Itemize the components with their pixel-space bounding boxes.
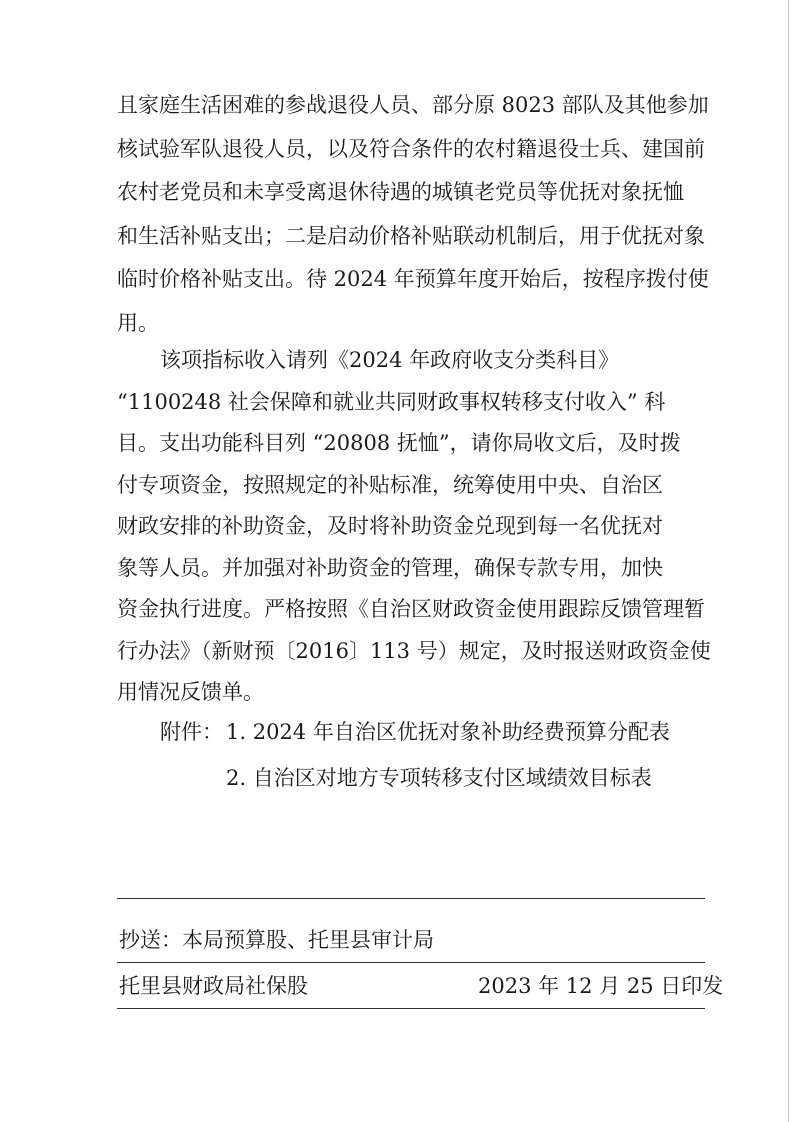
body-text-line <box>0 465 793 505</box>
body-text-line <box>0 129 793 169</box>
line-text: 行办法》（新财预〔2016〕113 号）规定，及时报送财政资金使 <box>117 638 711 663</box>
footer-bottom-rule <box>117 1008 705 1009</box>
line-text: 象等人员。并加强对补助资金的管理，确保专款专用，加快 <box>117 555 663 580</box>
scan-edge <box>788 0 789 1122</box>
body-text-line <box>0 216 793 256</box>
cc-line <box>0 920 793 960</box>
footer-middle-rule <box>117 962 705 963</box>
line-text: 临时价格补贴支出。待 2024 年预算年度开始后，按程序拨付使 <box>117 267 709 292</box>
attachment-label: 附件： <box>160 720 223 744</box>
line-text: 和生活补贴支出；二是启动价格补贴联动机制后，用于优抚对象 <box>117 223 705 248</box>
body-text-line <box>0 423 793 463</box>
line-text: 农村老党员和未享受离退休待遇的城镇老党员等优抚对象抚恤 <box>117 180 684 205</box>
issuer-text: 托里县财政局社保股 <box>119 974 308 998</box>
line-text: 目。支出功能科目列 “20808 抚恤”，请你局收文后，及时拨 <box>117 431 681 455</box>
footer-top-rule <box>117 898 705 899</box>
attachment-line-2 <box>0 758 793 798</box>
line-text: 用情况反馈单。 <box>117 680 264 704</box>
line-text: 财政安排的补助资金，及时将补助资金兑现到每一名优抚对 <box>117 514 663 538</box>
body-text-line <box>0 382 793 422</box>
body-text-line <box>0 548 793 588</box>
body-text-line <box>0 506 793 546</box>
print-date: 2023 年 12 月 25 日印发 <box>478 974 724 998</box>
attachment-item-2: 2. 自治区对地方专项转移支付区域绩效目标表 <box>226 766 652 790</box>
body-text-line <box>0 340 793 380</box>
line-text: 且家庭生活困难的参战退役人员、部分原 8023 部队及其他参加 <box>117 93 709 117</box>
line-text: 资金执行进度。严格按照《自治区财政资金使用跟踪反馈管理暂 <box>117 597 705 621</box>
line-text: “1100248 社会保障和就业共同财政事权转移支付收入” 科 <box>117 389 666 414</box>
body-text-line <box>0 303 793 343</box>
issuer-line <box>0 966 793 1006</box>
line-text: 用。 <box>117 311 159 335</box>
body-text-line <box>0 172 793 212</box>
body-text-line <box>0 672 793 712</box>
line-text: 付专项资金，按照规定的补贴标准，统筹使用中央、自治区 <box>117 472 663 497</box>
body-text-line <box>0 631 793 671</box>
body-text-line <box>0 259 793 299</box>
attachment-line-1 <box>0 712 793 752</box>
line-text: 核试验军队退役人员，以及符合条件的农村籍退役士兵、建国前 <box>117 136 705 161</box>
body-text-line <box>0 85 793 125</box>
cc-text: 抄送：本局预算股、托里县审计局 <box>119 928 434 952</box>
attachment-item-1: 1. 2024 年自治区优抚对象补助经费预算分配表 <box>226 720 670 744</box>
line-text: 该项指标收入请列《2024 年政府收支分类科目》 <box>160 348 620 372</box>
body-text-line <box>0 589 793 629</box>
